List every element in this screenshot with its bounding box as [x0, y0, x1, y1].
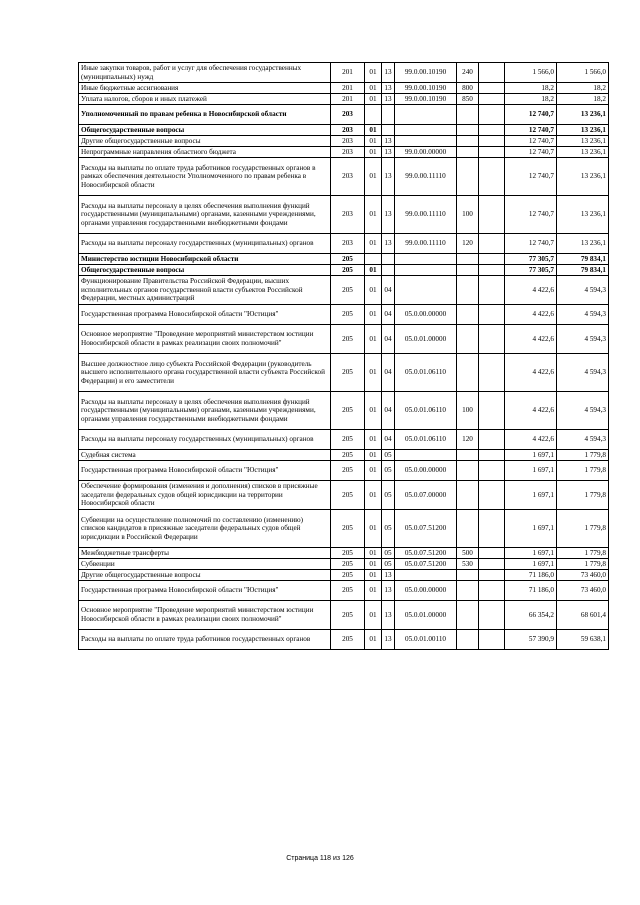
row-name-cell: Межбюджетные трансферты [79, 548, 331, 559]
row-value-2020-cell: 12 740,7 [505, 158, 557, 196]
row-vr-cell: 120 [457, 430, 479, 450]
row-name-cell: Государственная программа Новосибирской области "Юстиция" [79, 581, 331, 601]
row-ved-cell: 203 [331, 125, 365, 136]
row-ved-cell: 201 [331, 94, 365, 105]
row-pr-cell: 13 [382, 234, 395, 254]
page-footer [0, 855, 640, 862]
row-value-2021-cell: 73 460,0 [557, 570, 609, 581]
row-value-2020-cell: 12 740,7 [505, 125, 557, 136]
row-rz-cell: 01 [365, 196, 382, 234]
table-row [79, 305, 609, 325]
row-vr-cell [457, 325, 479, 354]
row-csr-cell: 99.0.00.00000 [395, 147, 457, 158]
row-rz-cell: 01 [365, 325, 382, 354]
row-rz-cell: 01 [365, 510, 382, 548]
row-empty-cell [479, 581, 505, 601]
row-pr-cell: 13 [382, 630, 395, 650]
row-rz-cell: 01 [365, 559, 382, 570]
row-value-2020-cell: 4 422,6 [505, 325, 557, 354]
table-row [79, 125, 609, 136]
row-vr-cell [457, 136, 479, 147]
row-rz-cell: 01 [365, 392, 382, 430]
row-csr-cell: 99.0.00.10190 [395, 63, 457, 83]
row-value-2020-cell: 1 697,1 [505, 481, 557, 510]
row-ved-cell: 205 [331, 430, 365, 450]
row-value-2021-cell: 1 779,8 [557, 450, 609, 461]
row-csr-cell [395, 136, 457, 147]
row-vr-cell [457, 630, 479, 650]
row-value-2021-cell: 13 236,1 [557, 147, 609, 158]
row-csr-cell: 99.0.00.11110 [395, 158, 457, 196]
row-name-cell: Другие общегосударственные вопросы [79, 136, 331, 147]
row-name-cell: Уполномоченный по правам ребенка в Новосибирской области [79, 105, 331, 125]
row-pr-cell: 13 [382, 147, 395, 158]
row-csr-cell: 05.0.01.00000 [395, 325, 457, 354]
row-empty-cell [479, 630, 505, 650]
table-row [79, 276, 609, 305]
row-vr-cell [457, 105, 479, 125]
row-vr-cell: 500 [457, 548, 479, 559]
row-csr-cell: 99.0.00.10190 [395, 83, 457, 94]
row-rz-cell: 01 [365, 83, 382, 94]
row-csr-cell: 05.0.01.06110 [395, 430, 457, 450]
row-ved-cell: 205 [331, 276, 365, 305]
row-csr-cell [395, 276, 457, 305]
row-ved-cell: 203 [331, 147, 365, 158]
row-ved-cell: 205 [331, 581, 365, 601]
row-pr-cell [382, 265, 395, 276]
row-rz-cell [365, 105, 382, 125]
row-value-2020-cell: 18,2 [505, 83, 557, 94]
row-csr-cell: 05.0.01.06110 [395, 392, 457, 430]
row-pr-cell: 13 [382, 136, 395, 147]
row-ved-cell: 205 [331, 570, 365, 581]
row-pr-cell: 13 [382, 83, 395, 94]
row-ved-cell: 205 [331, 254, 365, 265]
row-pr-cell: 13 [382, 570, 395, 581]
row-empty-cell [479, 234, 505, 254]
table-row [79, 601, 609, 630]
row-rz-cell: 01 [365, 461, 382, 481]
budget-table [78, 62, 609, 650]
row-csr-cell: 05.0.01.00000 [395, 601, 457, 630]
row-ved-cell: 203 [331, 136, 365, 147]
row-name-cell: Государственная программа Новосибирской области "Юстиция" [79, 461, 331, 481]
row-value-2020-cell: 4 422,6 [505, 276, 557, 305]
row-value-2021-cell: 13 236,1 [557, 234, 609, 254]
row-value-2020-cell: 71 186,0 [505, 570, 557, 581]
row-value-2021-cell: 59 638,1 [557, 630, 609, 650]
row-name-cell: Функционирование Правительства Российской Федерации, высших исполнительных органов государственной власти субъектов Российской Федерации, местных администраций [79, 276, 331, 305]
row-empty-cell [479, 354, 505, 392]
row-csr-cell [395, 265, 457, 276]
table-row [79, 559, 609, 570]
row-ved-cell: 205 [331, 392, 365, 430]
row-ved-cell: 205 [331, 510, 365, 548]
row-value-2021-cell: 4 594,3 [557, 354, 609, 392]
row-csr-cell: 05.0.07.51200 [395, 559, 457, 570]
row-csr-cell: 05.0.01.06110 [395, 354, 457, 392]
row-name-cell: Уплата налогов, сборов и иных платежей [79, 94, 331, 105]
row-rz-cell: 01 [365, 430, 382, 450]
row-value-2021-cell: 1 566,0 [557, 63, 609, 83]
table-row [79, 581, 609, 601]
row-value-2021-cell: 1 779,8 [557, 481, 609, 510]
row-name-cell: Основное мероприятие "Проведение мероприятий министерством юстиции Новосибирской области в рамках реализации своих полномочий" [79, 325, 331, 354]
row-empty-cell [479, 450, 505, 461]
row-name-cell: Расходы на выплаты персоналу государственных (муниципальных) органов [79, 234, 331, 254]
row-value-2021-cell: 1 779,8 [557, 461, 609, 481]
row-pr-cell [382, 105, 395, 125]
row-value-2020-cell: 71 186,0 [505, 581, 557, 601]
row-vr-cell: 100 [457, 196, 479, 234]
row-value-2020-cell: 12 740,7 [505, 136, 557, 147]
row-vr-cell [457, 450, 479, 461]
row-value-2020-cell: 77 305,7 [505, 265, 557, 276]
row-value-2021-cell: 1 779,8 [557, 510, 609, 548]
row-value-2020-cell: 18,2 [505, 94, 557, 105]
row-rz-cell: 01 [365, 63, 382, 83]
table-row [79, 325, 609, 354]
row-pr-cell [382, 254, 395, 265]
row-empty-cell [479, 63, 505, 83]
row-ved-cell: 205 [331, 559, 365, 570]
row-empty-cell [479, 430, 505, 450]
row-ved-cell: 201 [331, 63, 365, 83]
row-csr-cell: 99.0.00.11110 [395, 196, 457, 234]
row-value-2020-cell: 77 305,7 [505, 254, 557, 265]
row-empty-cell [479, 136, 505, 147]
table-row [79, 430, 609, 450]
row-value-2020-cell: 1 697,1 [505, 461, 557, 481]
row-empty-cell [479, 276, 505, 305]
table-row [79, 136, 609, 147]
row-pr-cell: 04 [382, 305, 395, 325]
row-pr-cell [382, 125, 395, 136]
row-empty-cell [479, 83, 505, 94]
row-empty-cell [479, 570, 505, 581]
row-name-cell: Иные бюджетные ассигнования [79, 83, 331, 94]
table-row [79, 630, 609, 650]
row-vr-cell [457, 276, 479, 305]
row-name-cell: Расходы на выплаты по оплате труда работников государственных органов [79, 630, 331, 650]
row-pr-cell: 13 [382, 94, 395, 105]
row-vr-cell: 800 [457, 83, 479, 94]
row-ved-cell: 203 [331, 105, 365, 125]
row-name-cell: Субвенции на осуществление полномочий по составлению (изменению) списков кандидатов в присяжные заседатели федеральных судов общей юрисдикции в Российской Федерации [79, 510, 331, 548]
row-value-2020-cell: 66 354,2 [505, 601, 557, 630]
budget-sheet [78, 62, 608, 650]
row-rz-cell: 01 [365, 581, 382, 601]
table-row [79, 147, 609, 158]
row-pr-cell: 13 [382, 196, 395, 234]
row-csr-cell: 05.0.07.51200 [395, 548, 457, 559]
row-value-2020-cell: 4 422,6 [505, 430, 557, 450]
row-vr-cell [457, 254, 479, 265]
row-empty-cell [479, 601, 505, 630]
row-pr-cell: 05 [382, 461, 395, 481]
row-ved-cell: 205 [331, 450, 365, 461]
row-rz-cell: 01 [365, 548, 382, 559]
row-pr-cell: 05 [382, 548, 395, 559]
row-value-2020-cell: 57 390,9 [505, 630, 557, 650]
row-value-2020-cell: 1 697,1 [505, 510, 557, 548]
row-empty-cell [479, 254, 505, 265]
row-value-2021-cell: 73 460,0 [557, 581, 609, 601]
row-vr-cell: 530 [457, 559, 479, 570]
row-name-cell: Судебная система [79, 450, 331, 461]
row-empty-cell [479, 392, 505, 430]
row-csr-cell [395, 254, 457, 265]
row-value-2021-cell: 18,2 [557, 94, 609, 105]
page-number-label: Страница 118 из 126 [286, 855, 354, 862]
row-empty-cell [479, 559, 505, 570]
row-rz-cell: 01 [365, 305, 382, 325]
row-vr-cell [457, 354, 479, 392]
row-empty-cell [479, 510, 505, 548]
table-row [79, 94, 609, 105]
row-name-cell: Расходы на выплаты по оплате труда работников государственных органов в рамках обеспечения деятельности Уполномоченного по правам ребенка в Новосибирской области [79, 158, 331, 196]
row-vr-cell [457, 265, 479, 276]
row-name-cell: Иные закупки товаров, работ и услуг для обеспечения государственных (муниципальных) нужд [79, 63, 331, 83]
row-rz-cell: 01 [365, 630, 382, 650]
row-csr-cell: 05.0.07.00000 [395, 481, 457, 510]
table-row [79, 548, 609, 559]
row-pr-cell: 13 [382, 158, 395, 196]
row-ved-cell: 205 [331, 305, 365, 325]
row-rz-cell: 01 [365, 450, 382, 461]
row-csr-cell [395, 570, 457, 581]
row-value-2021-cell: 13 236,1 [557, 158, 609, 196]
table-row [79, 570, 609, 581]
row-csr-cell: 99.0.00.11110 [395, 234, 457, 254]
row-csr-cell: 05.0.01.00110 [395, 630, 457, 650]
row-name-cell: Обеспечение формирования (изменения и дополнения) списков в присяжные заседатели федеральных судов общей юрисдикции на территории Новосибирской области [79, 481, 331, 510]
row-ved-cell: 205 [331, 601, 365, 630]
row-vr-cell [457, 510, 479, 548]
row-value-2021-cell: 1 779,8 [557, 559, 609, 570]
row-csr-cell [395, 125, 457, 136]
row-name-cell: Расходы на выплаты персоналу государственных (муниципальных) органов [79, 430, 331, 450]
row-csr-cell: 05.0.00.00000 [395, 581, 457, 601]
table-row [79, 158, 609, 196]
table-row [79, 265, 609, 276]
row-value-2020-cell: 12 740,7 [505, 105, 557, 125]
table-row [79, 196, 609, 234]
row-rz-cell: 01 [365, 481, 382, 510]
row-empty-cell [479, 125, 505, 136]
row-name-cell: Министерство юстиции Новосибирской области [79, 254, 331, 265]
row-rz-cell: 01 [365, 136, 382, 147]
row-vr-cell [457, 570, 479, 581]
row-rz-cell: 01 [365, 265, 382, 276]
row-rz-cell: 01 [365, 276, 382, 305]
row-empty-cell [479, 196, 505, 234]
row-ved-cell: 205 [331, 354, 365, 392]
row-rz-cell [365, 254, 382, 265]
row-value-2020-cell: 4 422,6 [505, 305, 557, 325]
row-value-2020-cell: 1 697,1 [505, 559, 557, 570]
row-value-2020-cell: 1 697,1 [505, 450, 557, 461]
table-row [79, 63, 609, 83]
row-rz-cell: 01 [365, 94, 382, 105]
row-value-2020-cell: 1 566,0 [505, 63, 557, 83]
row-csr-cell: 05.0.00.00000 [395, 461, 457, 481]
row-value-2021-cell: 4 594,3 [557, 392, 609, 430]
row-ved-cell: 203 [331, 234, 365, 254]
row-pr-cell: 04 [382, 392, 395, 430]
row-rz-cell: 01 [365, 234, 382, 254]
row-pr-cell: 05 [382, 510, 395, 548]
row-ved-cell: 205 [331, 630, 365, 650]
row-value-2020-cell: 4 422,6 [505, 354, 557, 392]
row-pr-cell: 04 [382, 354, 395, 392]
table-row [79, 234, 609, 254]
row-empty-cell [479, 481, 505, 510]
row-pr-cell: 05 [382, 450, 395, 461]
row-empty-cell [479, 325, 505, 354]
row-pr-cell: 04 [382, 276, 395, 305]
row-vr-cell [457, 147, 479, 158]
row-empty-cell [479, 265, 505, 276]
row-empty-cell [479, 548, 505, 559]
row-name-cell: Общегосударственные вопросы [79, 125, 331, 136]
row-empty-cell [479, 105, 505, 125]
table-row [79, 392, 609, 430]
row-ved-cell: 203 [331, 158, 365, 196]
row-vr-cell: 100 [457, 392, 479, 430]
row-value-2021-cell: 4 594,3 [557, 305, 609, 325]
row-empty-cell [479, 147, 505, 158]
row-value-2021-cell: 79 834,1 [557, 254, 609, 265]
row-csr-cell: 05.0.00.00000 [395, 305, 457, 325]
row-name-cell: Другие общегосударственные вопросы [79, 570, 331, 581]
row-ved-cell: 205 [331, 548, 365, 559]
table-row [79, 461, 609, 481]
row-vr-cell [457, 601, 479, 630]
row-name-cell: Расходы на выплаты персоналу в целях обеспечения выполнения функций государственными (муниципальными) органами, казенными учреждениями, органами управления государственными внебюджетными фондами [79, 392, 331, 430]
row-value-2021-cell: 4 594,3 [557, 430, 609, 450]
row-pr-cell: 05 [382, 559, 395, 570]
row-vr-cell [457, 125, 479, 136]
row-rz-cell: 01 [365, 601, 382, 630]
row-vr-cell [457, 158, 479, 196]
row-name-cell: Общегосударственные вопросы [79, 265, 331, 276]
row-ved-cell: 205 [331, 481, 365, 510]
row-ved-cell: 205 [331, 461, 365, 481]
row-value-2020-cell: 12 740,7 [505, 147, 557, 158]
row-pr-cell: 13 [382, 63, 395, 83]
row-name-cell: Высшее должностное лицо субъекта Российской Федерации (руководитель высшего исполнительного органа государственной власти субъекта Российской Федерации) и его заместители [79, 354, 331, 392]
table-row [79, 105, 609, 125]
table-row [79, 510, 609, 548]
row-value-2021-cell: 18,2 [557, 83, 609, 94]
row-value-2021-cell: 13 236,1 [557, 125, 609, 136]
row-ved-cell: 205 [331, 325, 365, 354]
row-rz-cell: 01 [365, 570, 382, 581]
row-rz-cell: 01 [365, 354, 382, 392]
table-row [79, 83, 609, 94]
row-vr-cell [457, 305, 479, 325]
row-name-cell: Субвенции [79, 559, 331, 570]
table-row [79, 481, 609, 510]
table-row [79, 254, 609, 265]
row-name-cell: Непрограммные направления областного бюджета [79, 147, 331, 158]
row-value-2021-cell: 13 236,1 [557, 105, 609, 125]
row-value-2021-cell: 4 594,3 [557, 276, 609, 305]
row-vr-cell [457, 461, 479, 481]
table-row [79, 450, 609, 461]
row-name-cell: Расходы на выплаты персоналу в целях обеспечения выполнения функций государственными (муниципальными) органами, казенными учреждениями, органами управления государственными внебюджетными фондами [79, 196, 331, 234]
row-pr-cell: 04 [382, 430, 395, 450]
row-vr-cell: 850 [457, 94, 479, 105]
row-name-cell: Государственная программа Новосибирской области "Юстиция" [79, 305, 331, 325]
row-vr-cell [457, 481, 479, 510]
row-empty-cell [479, 94, 505, 105]
row-vr-cell: 240 [457, 63, 479, 83]
row-csr-cell: 05.0.07.51200 [395, 510, 457, 548]
table-row [79, 354, 609, 392]
row-value-2020-cell: 12 740,7 [505, 196, 557, 234]
row-pr-cell: 04 [382, 325, 395, 354]
row-vr-cell: 120 [457, 234, 479, 254]
row-value-2020-cell: 12 740,7 [505, 234, 557, 254]
row-value-2021-cell: 79 834,1 [557, 265, 609, 276]
row-empty-cell [479, 158, 505, 196]
row-empty-cell [479, 461, 505, 481]
row-ved-cell: 205 [331, 265, 365, 276]
row-pr-cell: 13 [382, 581, 395, 601]
row-rz-cell: 01 [365, 147, 382, 158]
row-empty-cell [479, 305, 505, 325]
row-value-2021-cell: 13 236,1 [557, 196, 609, 234]
row-rz-cell: 01 [365, 125, 382, 136]
row-ved-cell: 203 [331, 196, 365, 234]
row-value-2021-cell: 4 594,3 [557, 325, 609, 354]
row-value-2020-cell: 4 422,6 [505, 392, 557, 430]
row-csr-cell: 99.0.00.10190 [395, 94, 457, 105]
row-rz-cell: 01 [365, 158, 382, 196]
row-value-2021-cell: 68 601,4 [557, 601, 609, 630]
row-csr-cell [395, 450, 457, 461]
row-ved-cell: 201 [331, 83, 365, 94]
row-value-2021-cell: 13 236,1 [557, 136, 609, 147]
row-name-cell: Основное мероприятие "Проведение мероприятий министерством юстиции Новосибирской области в рамках реализации своих полномочий" [79, 601, 331, 630]
row-pr-cell: 13 [382, 601, 395, 630]
row-vr-cell [457, 581, 479, 601]
row-pr-cell: 05 [382, 481, 395, 510]
row-value-2020-cell: 1 697,1 [505, 548, 557, 559]
row-value-2021-cell: 1 779,8 [557, 548, 609, 559]
row-csr-cell [395, 105, 457, 125]
